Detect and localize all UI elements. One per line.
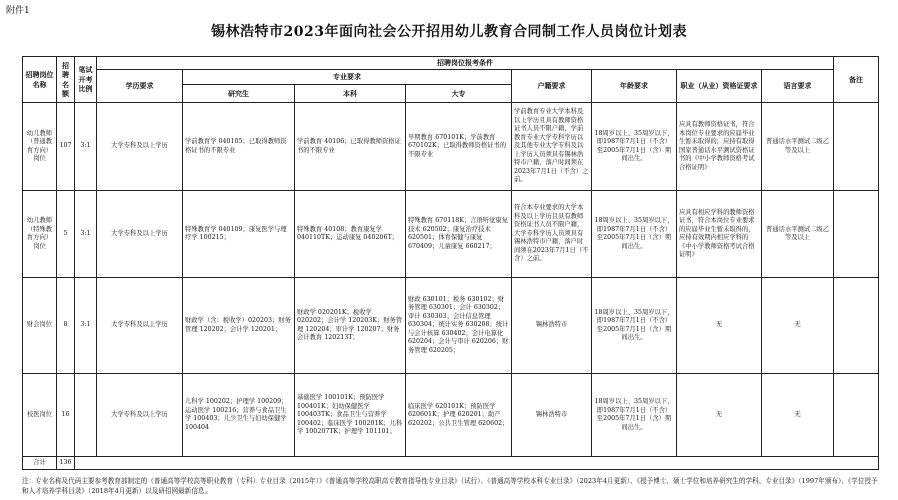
cell-count: 16 xyxy=(57,374,75,457)
page-title: 锡林浩特市2023年面向社会公开招用幼儿教育合同制工作人员岗位计划表 xyxy=(211,24,687,40)
cell-age: 18周岁以上、35周岁以下，即1987年7月1日（不含）至2005年7月1日（含）期间出生。 xyxy=(592,190,677,278)
cell-language: 无 xyxy=(762,278,834,374)
cell-post-name: 幼儿教师（普通教育方向）岗位 xyxy=(23,103,57,191)
cell-remark xyxy=(834,374,879,457)
cell-college: 早期教育 670101K；学前教育 670102K；已取得教师资格证书的不限专业 xyxy=(406,103,512,191)
cell-language: 普通话水平测试二级乙等及以上 xyxy=(762,190,834,278)
cell-age: 18周岁以上、35周岁以下，即1987年7月1日（不含）至2005年7月1日（含）期间出生。 xyxy=(592,278,677,374)
header-row-1 xyxy=(23,57,879,70)
cell-hukou: 学前教育专业大学本科及以上学历且具有教师资格证书人员不限户籍，学前教育专业大学专科学历以及其他专业大学专科及以上学历人员须具有锡林浩特市户籍，落户时间须在2023年7月1日（不含）之前。 xyxy=(512,103,592,191)
cell-education: 大学专科及以上学历 xyxy=(97,278,183,374)
cell-cert: 无 xyxy=(677,278,762,374)
cell-undergraduate: 特殊教育 40108；教育康复学 040110TK；运动康复 040206T； xyxy=(295,190,406,278)
header-major: 专业要求 xyxy=(183,69,512,84)
cell-ratio: 3:1 xyxy=(75,103,97,191)
header-cert: 职业（从业）资格证要求 xyxy=(677,69,762,102)
footnote: 注：专业名称及代码主要参考教育部制定的《普通高等学校高等职业教育（专科）专业目录（2015年）》《普通高等学校高职高专教育指导性专业目录》（试行）、《普通高等学校本科专业目录》（2023年4月更新）、《授予博士、硕士学位和培养研究生的学科、专业目录》（1997年颁布）、《学位授予和人才培养学科目录》（2018年4月更新）以及研招网最新信息。 xyxy=(22,477,878,495)
cell-count: 107 xyxy=(57,103,75,191)
cell-education: 大学专科及以上学历 xyxy=(97,190,183,278)
header-education: 学历要求 xyxy=(97,69,183,102)
total-label: 合计 xyxy=(23,457,57,470)
cell-graduate: 财政学（含：税收学）020203；财务管理 120202；会计学 120201； xyxy=(183,278,295,374)
header-age: 年龄要求 xyxy=(592,69,677,102)
cell-education: 大学专科及以上学历 xyxy=(97,374,183,457)
cell-undergraduate: 财政学 020201K；税收学 020202；会计学 120203K；财务管理 120204；审计学 120207；财务会计教育 120213T； xyxy=(295,278,406,374)
cell-age: 18周岁以上、35周岁以下，即1987年7月1日（不含）至2005年7月1日（含）期间出生。 xyxy=(592,103,677,191)
cell-graduate: 儿科学 100202；护理学 100209；运动医学 100216；营养与食品卫生学 100403；儿少卫生与妇幼保健学 100404 xyxy=(183,374,295,457)
header-post-name: 招聘岗位名称 xyxy=(23,57,57,103)
cell-count: 8 xyxy=(57,278,75,374)
header-count: 招聘名额 xyxy=(57,57,75,103)
cell-age: 18周岁以上、35周岁以下，即1987年7月1日（不含）至2005年7月1日（含）期间出生。 xyxy=(592,374,677,457)
cell-undergraduate: 基础医学 100101K；预防医学 100401K；妇幼保健医学 100403TK；食品卫生与营养学 100402；临床医学 100201K；儿科学 100207TK；护理学 101101； xyxy=(295,374,406,457)
cell-remark xyxy=(834,103,879,191)
position-plan-table xyxy=(22,56,879,470)
header-college: 大专 xyxy=(406,84,512,103)
table-row xyxy=(23,103,879,191)
cell-ratio: 3:1 xyxy=(75,190,97,278)
cell-language: 普通话水平测试二级乙等及以上 xyxy=(762,103,834,191)
cell-cert: 应具有相应学科的教师资格证书，符合本岗位专业要求的应届毕业生暂未取得的，应持有效期内相应学科的《中小学教师资格考试合格证明》 xyxy=(677,190,762,278)
cell-college: 财政 630101；税务 630102；财务管理 630301；会计 630302；审计 630303；会计信息管理 630304；统计实务 630208；统计与会计核算 630402；会计电算化 620204；会计与审计 620206；财务管理 620205； xyxy=(406,278,512,374)
cell-remark xyxy=(834,190,879,278)
cell-post-name: 校医岗位 xyxy=(23,374,57,457)
cell-ratio xyxy=(75,374,97,457)
cell-post-name: 幼儿教师（特殊教育方向）岗位 xyxy=(23,190,57,278)
table-row xyxy=(23,278,879,374)
header-hukou: 户籍要求 xyxy=(512,69,592,102)
cell-cert: 应具有教师资格证书，符合本岗位专业要求的应届毕业生暂未取得的，应持有取得国家普通话水平测试资格证书的《中小学教师资格考试合格证明》 xyxy=(677,103,762,191)
table-row xyxy=(23,190,879,278)
cell-remark xyxy=(834,278,879,374)
header-remark: 备注 xyxy=(834,57,879,103)
cell-language: 无 xyxy=(762,374,834,457)
cell-cert: 无 xyxy=(677,374,762,457)
header-conditions: 招聘岗位报考条件 xyxy=(97,57,834,70)
header-language: 语言要求 xyxy=(762,69,834,102)
cell-college: 特殊教育 670118K；言语听觉康复技术 620502；康复治疗技术 620501；体育保健与康复 670409；儿童康复 660217； xyxy=(406,190,512,278)
cell-ratio: 3:1 xyxy=(75,278,97,374)
cell-college: 临床医学 620101K；预防医学 620601K；护理 620201；助产 620202；公共卫生管理 620602； xyxy=(406,374,512,457)
cell-education: 大学专科及以上学历 xyxy=(97,103,183,191)
table-row xyxy=(23,374,879,457)
cell-hukou: 锡林浩特市 xyxy=(512,278,592,374)
cell-count: 5 xyxy=(57,190,75,278)
attachment-label: 附件1 xyxy=(6,6,30,16)
cell-undergraduate: 学前教育 40106；已取得教师资格证书的不限专业 xyxy=(295,103,406,191)
header-row-2 xyxy=(23,69,879,84)
total-row xyxy=(23,457,879,470)
cell-graduate: 特殊教育学 040109；康复医学与理疗学 100215； xyxy=(183,190,295,278)
cell-post-name: 财会岗位 xyxy=(23,278,57,374)
cell-graduate: 学前教育学 040105；已取得教师资格证书的不限专业 xyxy=(183,103,295,191)
cell-hukou: 锡林浩特市 xyxy=(512,374,592,457)
total-count: 136 xyxy=(57,457,75,470)
header-exam-ratio: 笔试开考比例 xyxy=(75,57,97,103)
header-undergraduate: 本科 xyxy=(295,84,406,103)
cell-hukou: 符合本专业要求的大学本科及以上学历且具有教师资格证书人员不限户籍，大学专科学历人员须具有锡林浩特市户籍，落户时间须在2023年7月1日（不含）之前。 xyxy=(512,190,592,278)
header-graduate: 研究生 xyxy=(183,84,295,103)
total-empty xyxy=(75,457,879,470)
